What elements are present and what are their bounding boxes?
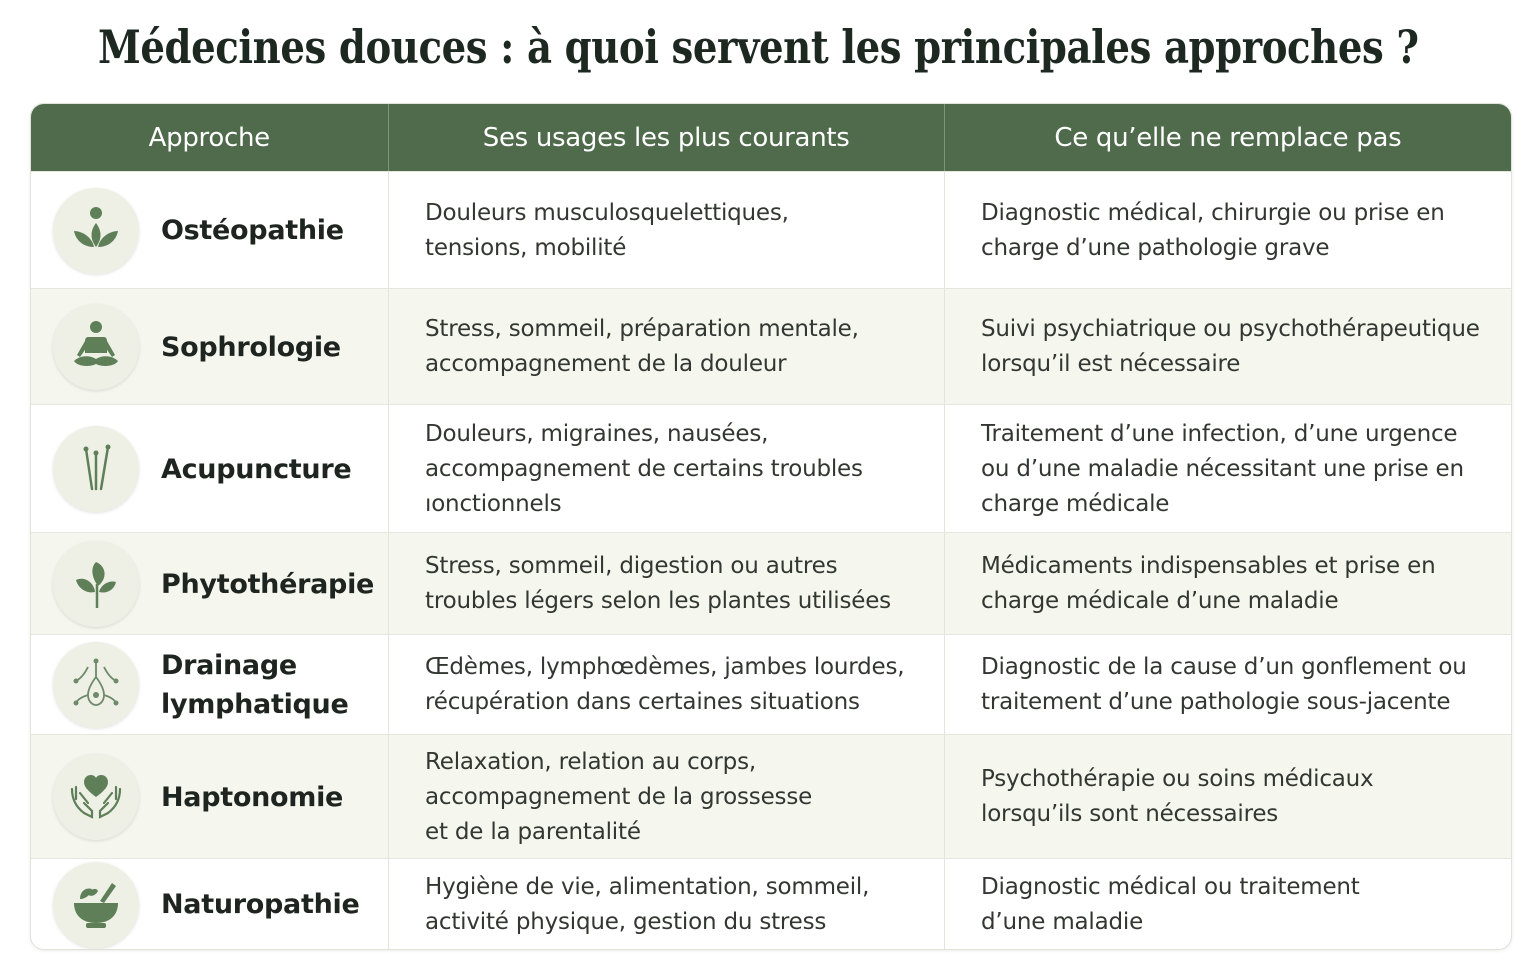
- usages-text: Relaxation, relation au corps, accompagnement de la grossesse et de la parentalité: [425, 748, 813, 845]
- approach-cell: [31, 859, 388, 950]
- approach-cell: [31, 533, 388, 635]
- usages-cell: [388, 172, 944, 289]
- lymph-drop-icon: [53, 642, 139, 728]
- usages-cell: [388, 405, 944, 533]
- not-replaced-text: Diagnostic de la cause d’un gonflement ou traitement d’une pathologie sous-jacente: [981, 654, 1467, 715]
- acupuncture-needles-icon: [53, 426, 139, 512]
- usages-text: Hygiène de vie, alimentation, sommeil, activité physique, gestion du stress: [425, 873, 870, 935]
- approach-name: Ostéopathie: [161, 215, 344, 246]
- usages-cell: [388, 859, 944, 950]
- not-replaced-cell: [944, 289, 1511, 405]
- page-title: Médecines douces : à quoi servent les principales approches ?: [98, 20, 1419, 74]
- approach-name: Acupuncture: [161, 453, 352, 485]
- not-replaced-text: Traitement d’une infection, d’une urgence ou d’une maladie nécessitant une prise en charge médicale: [981, 420, 1464, 517]
- usages-cell: [388, 735, 944, 859]
- approach-name: Drainage lymphatique: [161, 650, 349, 720]
- header-not-replaced: Ce qu’elle ne remplace pas: [944, 104, 1511, 171]
- comparison-table: [30, 103, 1512, 950]
- not-replaced-cell: [944, 533, 1511, 635]
- table-row-phytotherapie: [31, 532, 1511, 635]
- header-approche: Approche: [148, 122, 270, 153]
- usages-cell: [388, 533, 944, 635]
- approach-name: Sophrologie: [161, 331, 341, 363]
- not-replaced-text: Diagnostic médical ou traitement d’une maladie: [981, 873, 1360, 935]
- table-row-haptonomie: [31, 734, 1511, 859]
- approach-name: Haptonomie: [161, 781, 344, 813]
- not-replaced-text: Psychothérapie ou soins médicaux lorsqu’ils sont nécessaires: [981, 766, 1374, 827]
- not-replaced-cell: [944, 172, 1511, 289]
- mortar-pestle-icon: [53, 862, 139, 948]
- approach-name: Phytothérapie: [161, 568, 375, 600]
- not-replaced-text: Diagnostic médical, chirurgie ou prise en charge d’une pathologie grave: [981, 199, 1445, 261]
- not-replaced-cell: [944, 635, 1511, 735]
- usages-cell: [388, 635, 944, 735]
- approach-cell: [31, 635, 388, 735]
- meditation-person-icon: [53, 304, 139, 390]
- approach-cell: [31, 289, 388, 405]
- table-row-acupuncture: [31, 404, 1511, 533]
- not-replaced-cell: [944, 735, 1511, 859]
- usages-text: Douleurs, migraines, nausées, accompagnement de certains troubles ıonctionnels: [425, 420, 863, 517]
- usages-cell: [388, 289, 944, 405]
- usages-text: Douleurs musculosquelettiques, tensions, mobilité: [425, 199, 789, 261]
- approach-cell: [31, 172, 388, 289]
- approach-cell: [31, 735, 388, 859]
- table-row-sophrologie: [31, 288, 1511, 405]
- usages-text: Stress, sommeil, préparation mentale, accompagnement de la douleur: [425, 316, 859, 377]
- approach-name: Naturopathie: [161, 889, 360, 920]
- not-replaced-cell: [944, 859, 1511, 950]
- herb-leaf-icon: [53, 541, 139, 627]
- table-row-osteopathie: [31, 171, 1511, 289]
- lotus-plant-icon: [53, 188, 139, 274]
- not-replaced-text: Médicaments indispensables et prise en charge médicale d’une maladie: [981, 553, 1436, 614]
- page-title-container: [98, 20, 1498, 84]
- header-usages: Ses usages les plus courants: [388, 104, 944, 171]
- usages-text: Œdèmes, lymphœdèmes, jambes lourdes, récupération dans certaines situations: [425, 654, 905, 715]
- not-replaced-text: Suivi psychiatrique ou psychothérapeutique lorsqu’il est nécessaire: [981, 316, 1480, 377]
- not-replaced-cell: [944, 405, 1511, 533]
- hands-heart-icon: [53, 754, 139, 840]
- approach-cell: [31, 405, 388, 533]
- table-row-drainage: [31, 634, 1511, 735]
- usages-text: Stress, sommeil, digestion ou autres troubles légers selon les plantes utilisées: [425, 553, 891, 614]
- table-row-naturopathie: [31, 858, 1511, 950]
- table-header: [31, 104, 1511, 171]
